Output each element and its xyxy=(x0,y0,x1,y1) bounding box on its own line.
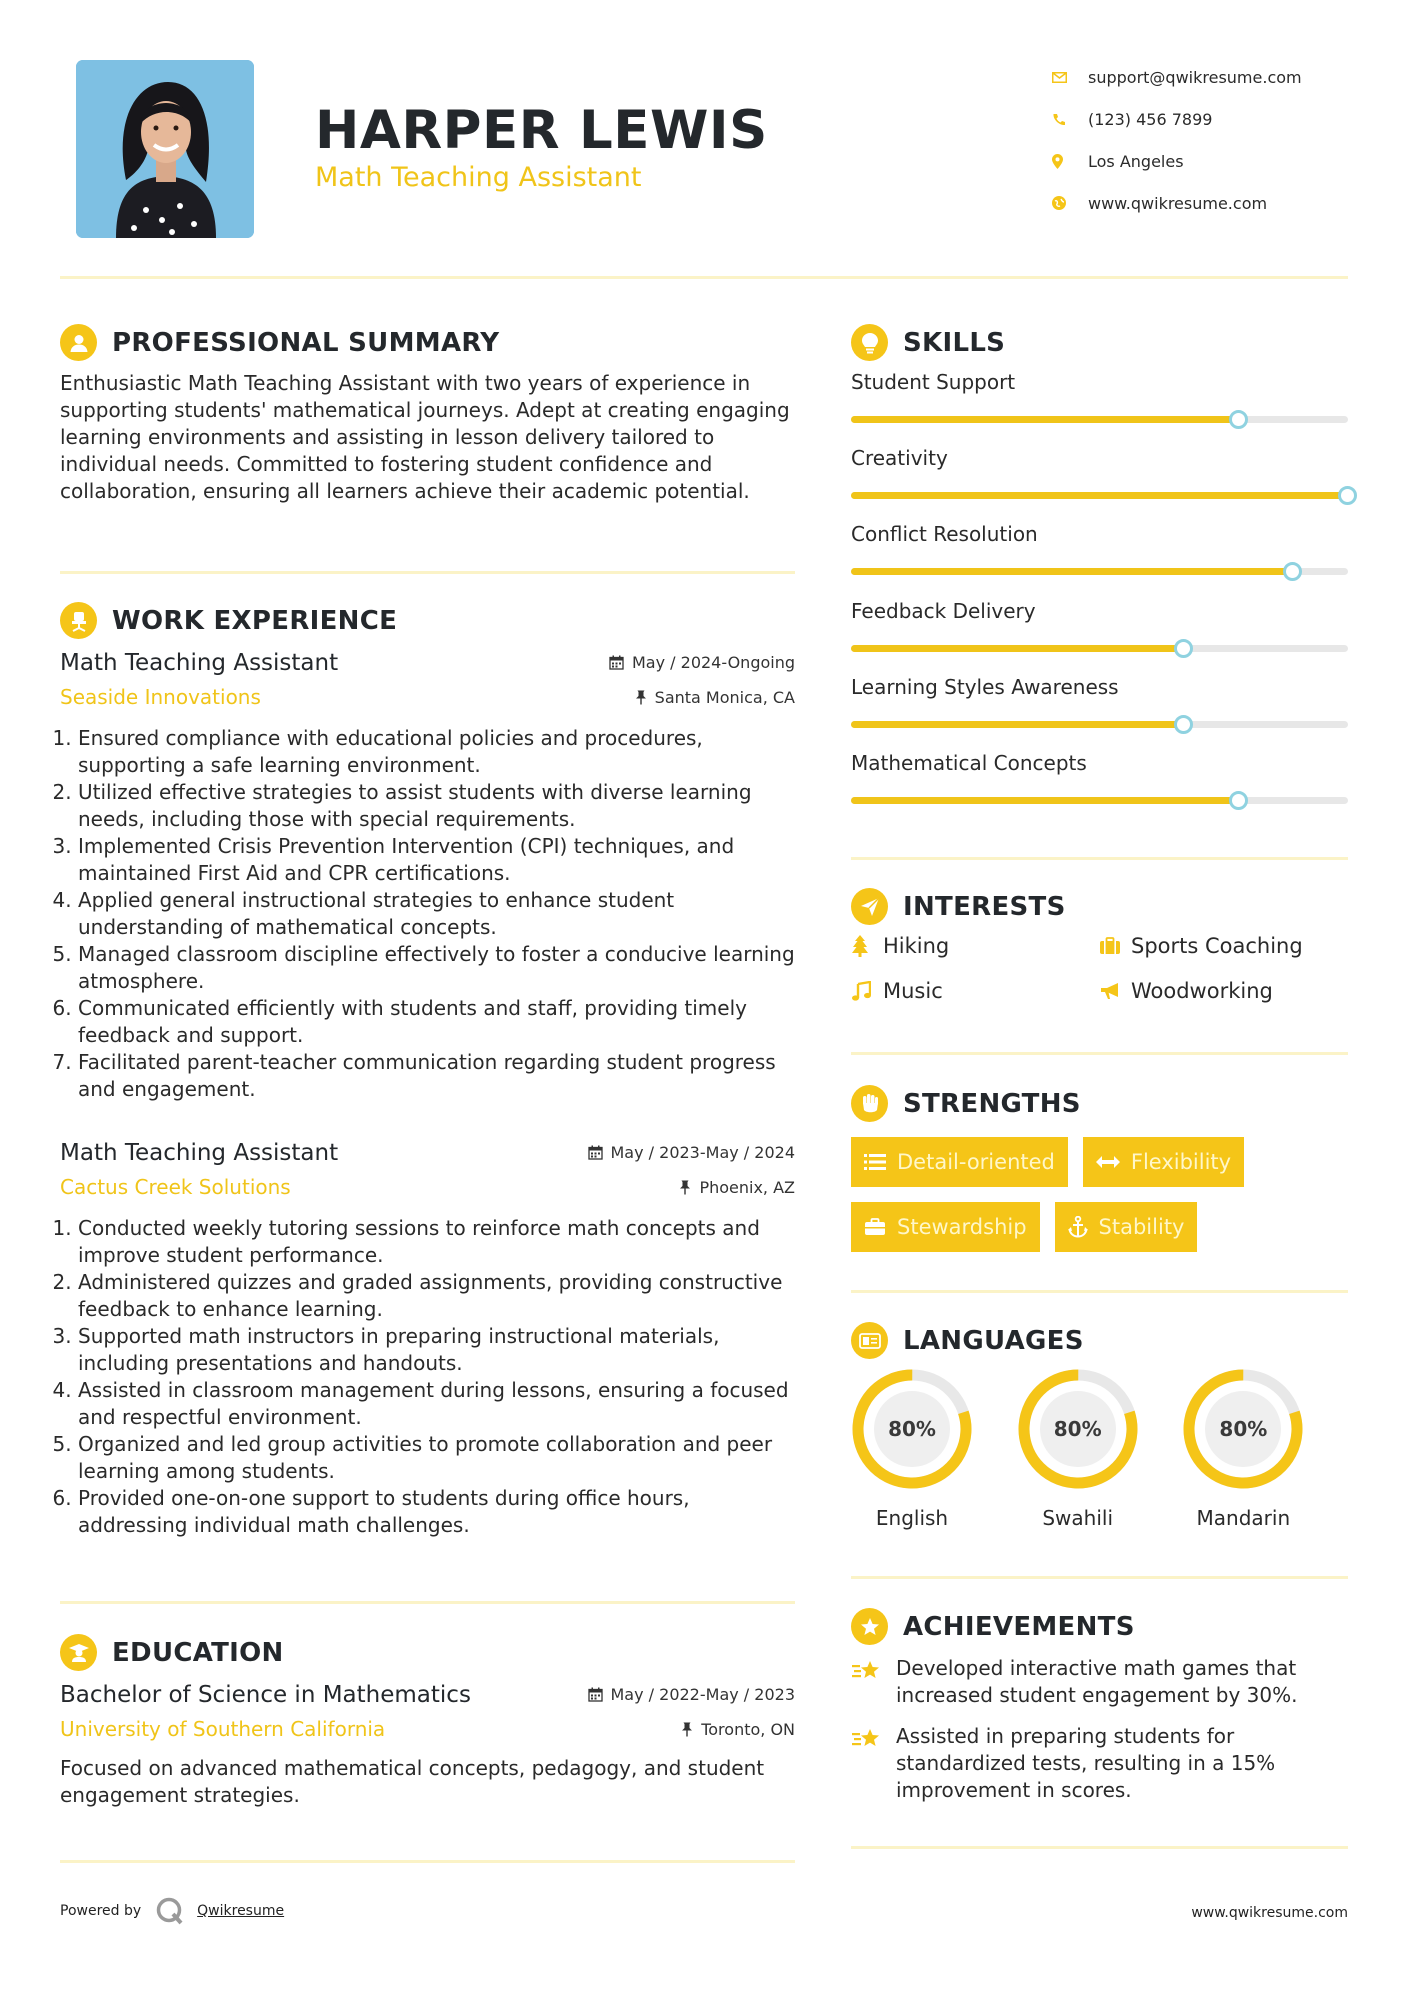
list-item: 5. Organized and led group activities to promote collaboration and peer learning among students. xyxy=(78,1431,795,1485)
skill-bar xyxy=(851,797,1348,804)
list-item: 6. Provided one-on-one support to students during office hours, addressing individual math challenges. xyxy=(78,1485,795,1539)
job-company: Cactus Creek Solutions xyxy=(60,1175,291,1199)
briefcase-icon xyxy=(864,1218,886,1236)
language-percent: 80% xyxy=(1053,1417,1102,1441)
job-company: Seaside Innovations xyxy=(60,685,261,709)
education-date: May / 2022-May / 2023 xyxy=(588,1685,796,1704)
job-role: Math Teaching Assistant xyxy=(60,1140,339,1166)
languages-heading: LANGUAGES xyxy=(851,1322,1084,1359)
skill-knob xyxy=(1174,639,1193,658)
skill-item: Conflict Resolution xyxy=(851,522,1348,598)
skill-item: Creativity xyxy=(851,446,1348,522)
skills-divider xyxy=(851,857,1348,860)
strength-tag: Stewardship xyxy=(851,1202,1040,1252)
job-role: Math Teaching Assistant xyxy=(60,650,339,676)
arrows-horizontal-icon xyxy=(1096,1156,1120,1168)
languages-list xyxy=(851,1368,1348,1530)
language-card-icon xyxy=(851,1322,888,1359)
interest-item: Music xyxy=(851,977,1099,1004)
strengths-list xyxy=(851,1137,1351,1252)
education-description: Focused on advanced mathematical concepts, pedagogy, and student engagement strategies. xyxy=(60,1756,765,1807)
job-date: May / 2024-Ongoing xyxy=(609,653,795,672)
education-heading: EDUCATION xyxy=(60,1634,284,1671)
achievements-list xyxy=(851,1655,1348,1818)
skill-bar xyxy=(851,492,1348,499)
footer-powered-by: Powered by Qwikresume xyxy=(60,1896,284,1926)
job-date: May / 2023-May / 2024 xyxy=(588,1143,796,1162)
education-location: Toronto, ON xyxy=(681,1720,795,1739)
job-location: Santa Monica, CA xyxy=(635,688,795,707)
language-name: Mandarin xyxy=(1196,1506,1291,1530)
raised-fist-icon xyxy=(851,1085,888,1122)
strengths-heading: STRENGTHS xyxy=(851,1085,1081,1122)
list-item: 7. Facilitated parent-teacher communication regarding student progress and engagement. xyxy=(78,1049,795,1103)
strength-tag: Detail-oriented xyxy=(851,1137,1068,1187)
skill-knob xyxy=(1229,791,1248,810)
language-ring xyxy=(1182,1368,1304,1490)
strengths-divider xyxy=(851,1290,1348,1293)
footer-website[interactable]: www.qwikresume.com xyxy=(1191,1905,1348,1921)
language-percent: 80% xyxy=(1219,1417,1268,1441)
language-percent: 80% xyxy=(888,1417,936,1441)
interest-item: Hiking xyxy=(851,932,1099,959)
job-duties xyxy=(60,725,795,1103)
language-name: English xyxy=(875,1506,949,1530)
skill-bar xyxy=(851,568,1348,575)
qwikresume-link[interactable]: Qwikresume xyxy=(197,1903,285,1919)
qwikresume-logo-icon xyxy=(155,1896,185,1926)
header-divider xyxy=(60,276,1348,279)
skill-knob xyxy=(1338,486,1357,505)
school: University of Southern California xyxy=(60,1717,386,1741)
calendar-icon xyxy=(609,655,624,670)
candidate-name: HARPER LEWIS xyxy=(315,100,768,161)
interests-list xyxy=(851,932,1348,1004)
contact-email[interactable] xyxy=(1050,56,1350,98)
language-item xyxy=(851,1368,1017,1530)
skill-item: Mathematical Concepts xyxy=(851,751,1348,827)
pushpin-icon xyxy=(635,690,647,705)
interests-divider xyxy=(851,1052,1348,1055)
pushpin-icon xyxy=(679,1180,691,1195)
education-divider xyxy=(60,1860,795,1863)
contact-phone-text: (123) 456 7899 xyxy=(1088,109,1213,129)
summary-text: Enthusiastic Math Teaching Assistant with two years of experience in supporting students' mathematical journeys. Adept at creating engaging learning environments and assisting in lesson delivery tailored to individual needs. Committed to fostering student confidence and collaboration, ensuring all learners achieve their academic potential. xyxy=(60,371,790,503)
list-item: 3. Implemented Crisis Prevention Intervention (CPI) techniques, and maintained First Aid and CPR certifications. xyxy=(78,833,795,887)
contact-block xyxy=(1050,56,1350,224)
interest-item: Woodworking xyxy=(1099,977,1348,1004)
language-item xyxy=(1017,1368,1183,1530)
strength-tag: Flexibility xyxy=(1083,1137,1244,1187)
list-item: 1. Ensured compliance with educational policies and procedures, supporting a safe learning environment. xyxy=(78,725,795,779)
skills-list xyxy=(851,370,1348,827)
briefcase-icon xyxy=(1099,937,1131,955)
list-item: 2. Administered quizzes and graded assignments, providing constructive feedback to enhance learning. xyxy=(78,1269,795,1323)
contact-website[interactable] xyxy=(1050,182,1350,224)
achievement-item: Assisted in preparing students for standardized tests, resulting in a 15% improvement in scores. xyxy=(851,1723,1348,1804)
tree-icon xyxy=(851,935,883,957)
skill-item: Learning Styles Awareness xyxy=(851,675,1348,751)
contact-location xyxy=(1050,140,1350,182)
phone-icon xyxy=(1050,113,1088,126)
languages-divider xyxy=(851,1576,1348,1579)
paper-plane-icon xyxy=(851,888,888,925)
profile-photo xyxy=(76,60,254,238)
contact-location-text: Los Angeles xyxy=(1088,151,1184,171)
music-note-icon xyxy=(851,981,883,1001)
candidate-title: Math Teaching Assistant xyxy=(315,162,642,193)
summary-divider xyxy=(60,571,795,574)
skill-item: Student Support xyxy=(851,370,1348,446)
user-icon xyxy=(60,324,97,361)
anchor-icon xyxy=(1068,1216,1088,1238)
language-ring xyxy=(1017,1368,1139,1490)
job-entry-1 xyxy=(60,650,795,1103)
job-location: Phoenix, AZ xyxy=(679,1178,795,1197)
degree: Bachelor of Science in Mathematics xyxy=(60,1682,471,1708)
interests-heading: INTERESTS xyxy=(851,888,1066,925)
list-item: 6. Communicated efficiently with students and staff, providing timely feedback and support. xyxy=(78,995,795,1049)
contact-website-text: www.qwikresume.com xyxy=(1088,193,1268,213)
achievements-divider xyxy=(851,1846,1348,1849)
summary-heading: PROFESSIONAL SUMMARY xyxy=(60,324,499,361)
shooting-star-icon xyxy=(851,1723,896,1755)
list-item: 4. Applied general instructional strategies to enhance student understanding of mathematical concepts. xyxy=(78,887,795,941)
list-item: 2. Utilized effective strategies to assist students with diverse learning needs, including those with special requirements. xyxy=(78,779,795,833)
list-item: 5. Managed classroom discipline effectively to foster a conducive learning atmosphere. xyxy=(78,941,795,995)
skills-heading: SKILLS xyxy=(851,324,1005,361)
graduate-icon xyxy=(60,1634,97,1671)
megaphone-icon xyxy=(1099,982,1131,1000)
skill-bar xyxy=(851,645,1348,652)
language-name: Swahili xyxy=(1042,1506,1113,1530)
shooting-star-icon xyxy=(851,1655,896,1687)
job-entry-2 xyxy=(60,1140,795,1539)
contact-email-text: support@qwikresume.com xyxy=(1088,67,1302,87)
skill-item: Feedback Delivery xyxy=(851,599,1348,675)
list-item: 1. Conducted weekly tutoring sessions to reinforce math concepts and improve student performance. xyxy=(78,1215,795,1269)
experience-divider xyxy=(60,1601,795,1604)
envelope-icon xyxy=(1050,72,1088,83)
list-icon xyxy=(864,1154,886,1170)
calendar-icon xyxy=(588,1145,603,1160)
language-item xyxy=(1182,1368,1348,1530)
skill-bar xyxy=(851,721,1348,728)
interest-item: Sports Coaching xyxy=(1099,932,1348,959)
chair-icon xyxy=(60,602,97,639)
globe-icon xyxy=(1050,196,1088,210)
strength-tag: Stability xyxy=(1055,1202,1198,1252)
language-ring xyxy=(851,1368,973,1490)
experience-heading: WORK EXPERIENCE xyxy=(60,602,397,639)
achievements-heading: ACHIEVEMENTS xyxy=(851,1608,1135,1645)
job-duties xyxy=(60,1215,795,1539)
list-item: 3. Supported math instructors in preparing instructional materials, including presentations and handouts. xyxy=(78,1323,795,1377)
list-item: 4. Assisted in classroom management during lessons, ensuring a focused and respectful environment. xyxy=(78,1377,795,1431)
map-pin-icon xyxy=(1050,154,1088,169)
education-entry xyxy=(60,1682,795,1809)
skill-bar xyxy=(851,416,1348,423)
star-badge-icon xyxy=(851,1608,888,1645)
skill-knob xyxy=(1174,715,1193,734)
achievement-item: Developed interactive math games that increased student engagement by 30%. xyxy=(851,1655,1348,1709)
pushpin-icon xyxy=(681,1722,693,1737)
contact-phone[interactable] xyxy=(1050,98,1350,140)
skill-knob xyxy=(1229,410,1248,429)
calendar-icon xyxy=(588,1687,603,1702)
skill-knob xyxy=(1283,562,1302,581)
lightbulb-icon xyxy=(851,324,888,361)
